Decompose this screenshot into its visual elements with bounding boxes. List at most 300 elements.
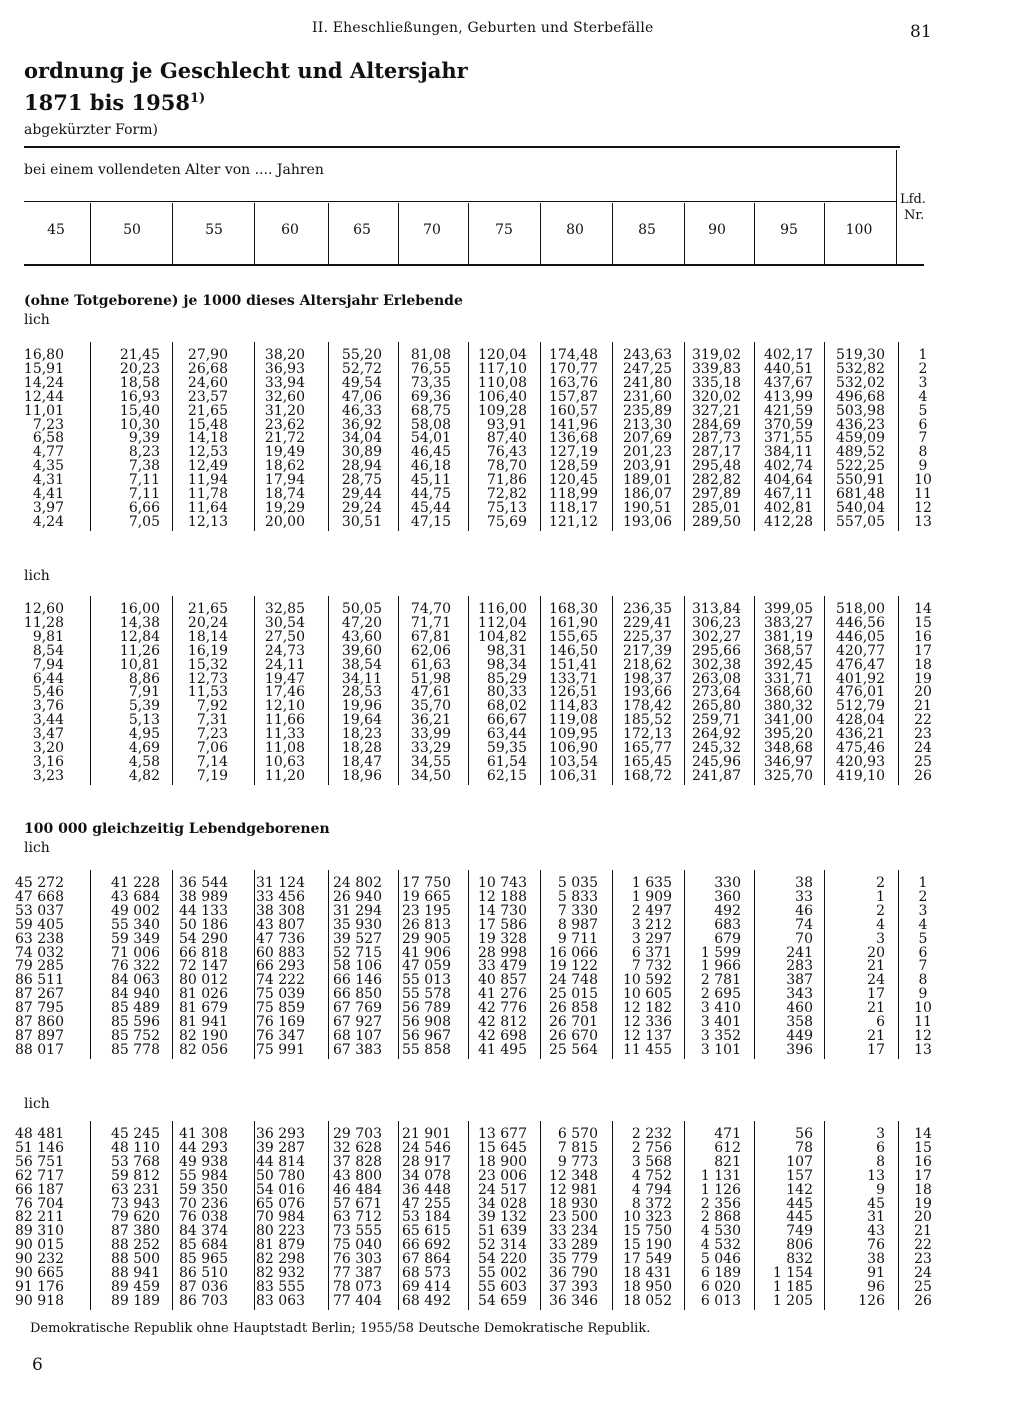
table-cell: 28,75 bbox=[341, 472, 382, 489]
table-cell: 49,54 bbox=[341, 374, 382, 391]
table-cell: 10,63 bbox=[264, 753, 305, 770]
table-cell: 106,90 bbox=[549, 740, 598, 756]
table-cell: 189,01 bbox=[623, 472, 672, 489]
table-cell: 287,17 bbox=[692, 444, 741, 461]
table-cell: 387 bbox=[786, 972, 813, 989]
age-header-90: 90 bbox=[708, 222, 726, 238]
table-cell: 65 076 bbox=[256, 1195, 305, 1212]
table-cell: 89 459 bbox=[111, 1278, 160, 1295]
table-cell: 402,17 bbox=[764, 347, 813, 363]
table-cell: 71 006 bbox=[111, 944, 160, 961]
row-number: 2 bbox=[918, 888, 928, 905]
table-cell: 17 bbox=[867, 986, 885, 1003]
table-cell: 107 bbox=[786, 1153, 813, 1170]
table-cell: 475,46 bbox=[836, 740, 885, 756]
table-cell: 84 374 bbox=[179, 1223, 228, 1240]
table-cell: 384,11 bbox=[764, 444, 813, 461]
table-cell: 87 795 bbox=[15, 1000, 64, 1017]
table-cell: 76 303 bbox=[333, 1251, 382, 1268]
table-cell: 66 187 bbox=[15, 1181, 64, 1198]
table-cell: 3 401 bbox=[700, 1014, 741, 1030]
table-cell: 55 578 bbox=[402, 986, 451, 1003]
table-cell: 74,70 bbox=[410, 601, 451, 617]
table-cell: 6 bbox=[876, 1139, 885, 1156]
table-cell: 3 212 bbox=[631, 916, 672, 933]
table-cell: 23,62 bbox=[264, 416, 305, 433]
row-number: 8 bbox=[918, 972, 928, 989]
table-cell: 4 752 bbox=[631, 1167, 672, 1184]
table-cell: 339,83 bbox=[692, 360, 741, 377]
table-cell: 14,24 bbox=[23, 374, 64, 391]
table-cell: 302,27 bbox=[692, 628, 741, 645]
head-column-divider bbox=[754, 203, 755, 264]
table-cell: 10 592 bbox=[623, 972, 672, 989]
table-cell: 47,06 bbox=[341, 388, 382, 405]
table-cell: 3,76 bbox=[32, 698, 64, 715]
table-cell: 16,80 bbox=[23, 347, 64, 363]
table-cell: 282,82 bbox=[692, 472, 741, 489]
row-number: 25 bbox=[914, 753, 932, 770]
table-cell: 23 195 bbox=[402, 902, 451, 919]
table-cell: 33 bbox=[795, 888, 813, 905]
table-cell: 50,05 bbox=[341, 601, 382, 617]
table-cell: 51 639 bbox=[478, 1223, 527, 1240]
table-cell: 6 189 bbox=[700, 1265, 741, 1281]
row-number: 15 bbox=[914, 614, 932, 631]
table-cell: 8,54 bbox=[32, 642, 64, 659]
table-cell: 21,72 bbox=[264, 430, 305, 447]
column-divider bbox=[898, 342, 899, 531]
table-cell: 24 517 bbox=[478, 1181, 527, 1198]
table-cell: 550,91 bbox=[836, 472, 885, 489]
table-cell: 34,50 bbox=[410, 767, 451, 784]
table-cell: 7,11 bbox=[128, 472, 160, 489]
row-number: 23 bbox=[914, 1251, 932, 1268]
table-cell: 289,50 bbox=[692, 513, 741, 530]
table-cell: 41 228 bbox=[111, 875, 160, 891]
table-cell: 11,53 bbox=[187, 684, 228, 701]
table-cell: 12,53 bbox=[187, 444, 228, 461]
table-cell: 6,66 bbox=[128, 499, 160, 516]
row-number: 14 bbox=[914, 1126, 932, 1142]
table-cell: 503,98 bbox=[836, 402, 885, 419]
table-cell: 55 013 bbox=[402, 972, 451, 989]
table-cell: 75 859 bbox=[256, 1000, 305, 1017]
row-number: 18 bbox=[914, 656, 932, 673]
footnote-marker: 1) bbox=[190, 91, 206, 106]
table-cell: 63 712 bbox=[333, 1209, 382, 1226]
table-cell: 59,35 bbox=[486, 740, 527, 756]
table-cell: 62 717 bbox=[15, 1167, 64, 1184]
running-header: II. Eheschließungen, Geburten und Sterbefälle bbox=[312, 20, 654, 36]
table-cell: 24,11 bbox=[264, 656, 305, 673]
table-cell: 62,15 bbox=[486, 767, 527, 784]
table-cell: 15 750 bbox=[623, 1223, 672, 1240]
table-cell: 1 126 bbox=[700, 1181, 741, 1198]
table-cell: 460 bbox=[786, 1000, 813, 1017]
table-cell: 7,92 bbox=[196, 698, 228, 715]
table-cell: 85 965 bbox=[179, 1251, 228, 1268]
table-cell: 168,72 bbox=[623, 767, 672, 784]
table-cell: 51,98 bbox=[410, 670, 451, 687]
row-number: 3 bbox=[918, 374, 928, 391]
table-cell: 437,67 bbox=[764, 374, 813, 391]
table-cell: 86 510 bbox=[179, 1265, 228, 1281]
table-cell: 86 511 bbox=[15, 972, 64, 989]
table-cell: 29 703 bbox=[333, 1126, 382, 1142]
table-cell: 118,17 bbox=[549, 499, 598, 516]
table-cell: 20 bbox=[867, 944, 885, 961]
table-cell: 50 780 bbox=[256, 1167, 305, 1184]
table-cell: 168,30 bbox=[549, 601, 598, 617]
table-cell: 41 495 bbox=[478, 1041, 527, 1058]
row-number: 4 bbox=[918, 916, 928, 933]
table-cell: 81 941 bbox=[179, 1014, 228, 1030]
table-cell: 21 bbox=[867, 1000, 885, 1017]
table-cell: 806 bbox=[786, 1237, 813, 1254]
table-cell: 165,77 bbox=[623, 740, 672, 756]
table-cell: 420,93 bbox=[836, 753, 885, 770]
table-cell: 11,94 bbox=[187, 472, 228, 489]
head-column-divider bbox=[398, 203, 399, 264]
table-cell: 91 bbox=[867, 1265, 885, 1281]
table-cell: 327,21 bbox=[692, 402, 741, 419]
table-cell: 243,63 bbox=[623, 347, 672, 363]
table-cell: 21,65 bbox=[187, 402, 228, 419]
table-cell: 83 063 bbox=[256, 1292, 305, 1309]
table-cell: 35 930 bbox=[333, 916, 382, 933]
table-cell: 201,23 bbox=[623, 444, 672, 461]
table-cell: 532,82 bbox=[836, 360, 885, 377]
row-number: 24 bbox=[914, 1265, 932, 1281]
table-cell: 360 bbox=[714, 888, 741, 905]
table-cell: 19 665 bbox=[402, 888, 451, 905]
table-cell: 4,31 bbox=[32, 472, 64, 489]
table-cell: 68,02 bbox=[486, 698, 527, 715]
table-cell: 11,26 bbox=[119, 642, 160, 659]
table-cell: 47 668 bbox=[15, 888, 64, 905]
table-cell: 54 220 bbox=[478, 1251, 527, 1268]
table-cell: 14 730 bbox=[478, 902, 527, 919]
age-header-55: 55 bbox=[205, 222, 223, 238]
table-cell: 59 349 bbox=[111, 930, 160, 947]
row-number: 11 bbox=[914, 486, 932, 502]
table-cell: 3,16 bbox=[32, 753, 64, 770]
row-number: 18 bbox=[914, 1181, 932, 1198]
table-cell: 420,77 bbox=[836, 642, 885, 659]
table-cell: 186,07 bbox=[623, 486, 672, 502]
table-cell: 48 481 bbox=[15, 1126, 64, 1142]
row-number: 19 bbox=[914, 670, 932, 687]
table-cell: 109,95 bbox=[549, 726, 598, 743]
row-number: 7 bbox=[918, 430, 928, 447]
table-cell: 17,46 bbox=[264, 684, 305, 701]
table-cell: 23 500 bbox=[549, 1209, 598, 1226]
table-cell: 7,91 bbox=[128, 684, 160, 701]
table-cell: 3 568 bbox=[631, 1153, 672, 1170]
table-cell: 80 012 bbox=[179, 972, 228, 989]
table-cell: 370,59 bbox=[764, 416, 813, 433]
table-cell: 93,91 bbox=[486, 416, 527, 433]
table-cell: 5 035 bbox=[557, 875, 598, 891]
table-cell: 8 372 bbox=[631, 1195, 672, 1212]
table-cell: 109,28 bbox=[478, 402, 527, 419]
table-cell: 24,73 bbox=[264, 642, 305, 659]
row-number: 4 bbox=[918, 388, 928, 405]
table-cell: 401,92 bbox=[836, 670, 885, 687]
table-cell: 73 555 bbox=[333, 1223, 382, 1240]
table-cell: 32,60 bbox=[264, 388, 305, 405]
table-cell: 26,68 bbox=[187, 360, 228, 377]
table-cell: 55 340 bbox=[111, 916, 160, 933]
table-cell: 24 748 bbox=[549, 972, 598, 989]
table-cell: 83 555 bbox=[256, 1278, 305, 1295]
table-cell: 37 393 bbox=[549, 1278, 598, 1295]
table-cell: 28 998 bbox=[478, 944, 527, 961]
table-cell: 63 231 bbox=[111, 1181, 160, 1198]
table-cell: 36,92 bbox=[341, 416, 382, 433]
table-cell: 27,90 bbox=[187, 347, 228, 363]
table-cell: 18,28 bbox=[341, 740, 382, 756]
age-header-65: 65 bbox=[353, 222, 371, 238]
row-number: 1 bbox=[918, 875, 928, 891]
table-cell: 103,54 bbox=[549, 753, 598, 770]
table-cell: 557,05 bbox=[836, 513, 885, 530]
table-cell: 19,47 bbox=[264, 670, 305, 687]
table-cell: 33 479 bbox=[478, 958, 527, 975]
footnote: Demokratische Republik ohne Hauptstadt Berlin; 1955/58 Deutsche Demokratische Republik. bbox=[30, 1321, 651, 1336]
table-cell: 679 bbox=[714, 930, 741, 947]
table-cell: 49 002 bbox=[111, 902, 160, 919]
table-cell: 30,89 bbox=[341, 444, 382, 461]
nr-label: Nr. bbox=[904, 208, 925, 223]
table-cell: 54 016 bbox=[256, 1181, 305, 1198]
table-cell: 157 bbox=[786, 1167, 813, 1184]
table-cell: 146,50 bbox=[549, 642, 598, 659]
table-cell: 67 383 bbox=[333, 1041, 382, 1058]
table-cell: 39,60 bbox=[341, 642, 382, 659]
table-title-line2 bbox=[24, 90, 205, 115]
table-cell: 47,61 bbox=[410, 684, 451, 701]
table-cell: 67 769 bbox=[333, 1000, 382, 1017]
table-cell: 57 671 bbox=[333, 1195, 382, 1212]
age-header-100: 100 bbox=[845, 222, 873, 238]
table-cell: 75 040 bbox=[333, 1237, 382, 1254]
table-cell: 53 768 bbox=[111, 1153, 160, 1170]
table-cell: 80,33 bbox=[486, 684, 527, 701]
table-cell: 76 bbox=[867, 1237, 885, 1254]
table-cell: 7,11 bbox=[128, 486, 160, 502]
sex-label: lich bbox=[24, 312, 50, 328]
age-header-95: 95 bbox=[780, 222, 798, 238]
table-cell: 381,19 bbox=[764, 628, 813, 645]
age-header-50: 50 bbox=[123, 222, 141, 238]
table-cell: 76 322 bbox=[111, 958, 160, 975]
table-cell: 681,48 bbox=[836, 486, 885, 502]
table-cell: 19,96 bbox=[341, 698, 382, 715]
table-cell: 45,11 bbox=[410, 472, 451, 489]
table-cell: 56 bbox=[795, 1126, 813, 1142]
table-cell: 203,91 bbox=[623, 458, 672, 475]
table-cell: 81 026 bbox=[179, 986, 228, 1003]
table-cell: 163,76 bbox=[549, 374, 598, 391]
table-cell: 1 131 bbox=[700, 1167, 741, 1184]
row-number: 6 bbox=[918, 944, 928, 961]
table-cell: 12 336 bbox=[623, 1014, 672, 1030]
table-cell: 84 940 bbox=[111, 986, 160, 1003]
table-cell: 12,13 bbox=[187, 513, 228, 530]
table-cell: 445 bbox=[786, 1209, 813, 1226]
table-cell: 9 773 bbox=[557, 1153, 598, 1170]
table-cell: 395,20 bbox=[764, 726, 813, 743]
table-cell: 392,45 bbox=[764, 656, 813, 673]
table-cell: 285,01 bbox=[692, 499, 741, 516]
table-cell: 43,60 bbox=[341, 628, 382, 645]
sex-label: lich bbox=[24, 1096, 50, 1112]
table-cell: 12 348 bbox=[549, 1167, 598, 1184]
table-cell: 313,84 bbox=[692, 601, 741, 617]
table-cell: 25 015 bbox=[549, 986, 598, 1003]
table-cell: 24,60 bbox=[187, 374, 228, 391]
table-cell: 178,42 bbox=[623, 698, 672, 715]
table-cell: 36 790 bbox=[549, 1265, 598, 1281]
table-cell: 512,79 bbox=[836, 698, 885, 715]
table-cell: 4 794 bbox=[631, 1181, 672, 1198]
table-cell: 33 234 bbox=[549, 1223, 598, 1240]
table-cell: 18 950 bbox=[623, 1278, 672, 1295]
table-cell: 75,69 bbox=[486, 513, 527, 530]
table-cell: 40 857 bbox=[478, 972, 527, 989]
bottom-page-mark: 6 bbox=[32, 1355, 43, 1375]
row-number: 23 bbox=[914, 726, 932, 743]
table-cell: 127,19 bbox=[549, 444, 598, 461]
table-cell: 45 245 bbox=[111, 1126, 160, 1142]
table-cell: 1 205 bbox=[772, 1292, 813, 1309]
section-title: (ohne Totgeborene) je 1000 dieses Altersjahr Erlebende bbox=[24, 293, 463, 309]
table-cell: 44 133 bbox=[179, 902, 228, 919]
row-number: 24 bbox=[914, 740, 932, 756]
table-cell: 26 858 bbox=[549, 1000, 598, 1017]
table-cell: 82 190 bbox=[179, 1027, 228, 1044]
table-cell: 2 695 bbox=[700, 986, 741, 1003]
table-cell: 84 063 bbox=[111, 972, 160, 989]
table-cell: 13 677 bbox=[478, 1126, 527, 1142]
table-cell: 24 546 bbox=[402, 1139, 451, 1156]
head-top-rule bbox=[24, 146, 900, 148]
table-cell: 26 701 bbox=[549, 1014, 598, 1030]
table-cell: 21,65 bbox=[187, 601, 228, 617]
table-cell: 34,55 bbox=[410, 753, 451, 770]
table-cell: 68,75 bbox=[410, 402, 451, 419]
table-cell: 104,82 bbox=[478, 628, 527, 645]
table-cell: 36,21 bbox=[410, 712, 451, 729]
table-cell: 6,44 bbox=[32, 670, 64, 687]
table-cell: 31 294 bbox=[333, 902, 382, 919]
table-cell: 32,85 bbox=[264, 601, 305, 617]
table-cell: 348,68 bbox=[764, 740, 813, 756]
table-cell: 38 308 bbox=[256, 902, 305, 919]
table-cell: 75,13 bbox=[486, 499, 527, 516]
table-cell: 85 684 bbox=[179, 1237, 228, 1254]
table-cell: 264,92 bbox=[692, 726, 741, 743]
table-cell: 6,58 bbox=[32, 430, 64, 447]
row-number: 6 bbox=[918, 416, 928, 433]
table-cell: 8,23 bbox=[128, 444, 160, 461]
table-cell: 241 bbox=[786, 944, 813, 961]
table-cell: 38 bbox=[867, 1251, 885, 1268]
table-cell: 85 596 bbox=[111, 1014, 160, 1030]
row-number: 11 bbox=[914, 1014, 932, 1030]
row-number: 10 bbox=[914, 472, 932, 489]
table-cell: 821 bbox=[714, 1153, 741, 1170]
table-cell: 320,02 bbox=[692, 388, 741, 405]
table-cell: 39 287 bbox=[256, 1139, 305, 1156]
table-cell: 29,44 bbox=[341, 486, 382, 502]
table-cell: 70 bbox=[795, 930, 813, 947]
table-cell: 85 778 bbox=[111, 1041, 160, 1058]
column-divider bbox=[898, 1121, 899, 1310]
table-cell: 34,04 bbox=[341, 430, 382, 447]
table-cell: 34,11 bbox=[341, 670, 382, 687]
table-cell: 52,72 bbox=[341, 360, 382, 377]
table-cell: 2 356 bbox=[700, 1195, 741, 1212]
age-header-80: 80 bbox=[566, 222, 584, 238]
table-cell: 55 984 bbox=[179, 1167, 228, 1184]
row-number: 21 bbox=[914, 698, 932, 715]
table-cell: 44 293 bbox=[179, 1139, 228, 1156]
table-cell: 12 137 bbox=[623, 1027, 672, 1044]
table-cell: 471 bbox=[714, 1126, 741, 1142]
table-cell: 30,54 bbox=[264, 614, 305, 631]
table-cell: 88 017 bbox=[15, 1041, 64, 1058]
table-cell: 119,08 bbox=[549, 712, 598, 729]
row-number: 13 bbox=[914, 513, 932, 530]
table-cell: 217,39 bbox=[623, 642, 672, 659]
table-cell: 24 802 bbox=[333, 875, 382, 891]
table-title-years: 1871 bis 1958 bbox=[24, 90, 191, 115]
table-cell: 33 289 bbox=[549, 1237, 598, 1254]
table-cell: 8,86 bbox=[128, 670, 160, 687]
table-cell: 141,96 bbox=[549, 416, 598, 433]
table-cell: 297,89 bbox=[692, 486, 741, 502]
table-cell: 71,86 bbox=[486, 472, 527, 489]
table-cell: 399,05 bbox=[764, 601, 813, 617]
row-number: 5 bbox=[918, 930, 928, 947]
table-cell: 81 879 bbox=[256, 1237, 305, 1254]
table-cell: 39 132 bbox=[478, 1209, 527, 1226]
table-cell: 2 781 bbox=[700, 972, 741, 989]
table-cell: 7,31 bbox=[196, 712, 228, 729]
table-cell: 85 752 bbox=[111, 1027, 160, 1044]
table-cell: 68 573 bbox=[402, 1265, 451, 1281]
table-cell: 1 909 bbox=[631, 888, 672, 905]
table-cell: 15,91 bbox=[23, 360, 64, 377]
table-cell: 18,74 bbox=[264, 486, 305, 502]
table-cell: 87 267 bbox=[15, 986, 64, 1003]
table-cell: 10,81 bbox=[119, 656, 160, 673]
table-cell: 10 323 bbox=[623, 1209, 672, 1226]
table-cell: 41 276 bbox=[478, 986, 527, 1003]
table-cell: 4,95 bbox=[128, 726, 160, 743]
table-cell: 5 046 bbox=[700, 1251, 741, 1268]
table-cell: 6 bbox=[876, 1014, 885, 1030]
table-cell: 155,65 bbox=[549, 628, 598, 645]
table-cell: 6 570 bbox=[557, 1126, 598, 1142]
table-cell: 89 189 bbox=[111, 1292, 160, 1309]
table-cell: 10 743 bbox=[478, 875, 527, 891]
table-cell: 489,52 bbox=[836, 444, 885, 461]
table-cell: 63,44 bbox=[486, 726, 527, 743]
